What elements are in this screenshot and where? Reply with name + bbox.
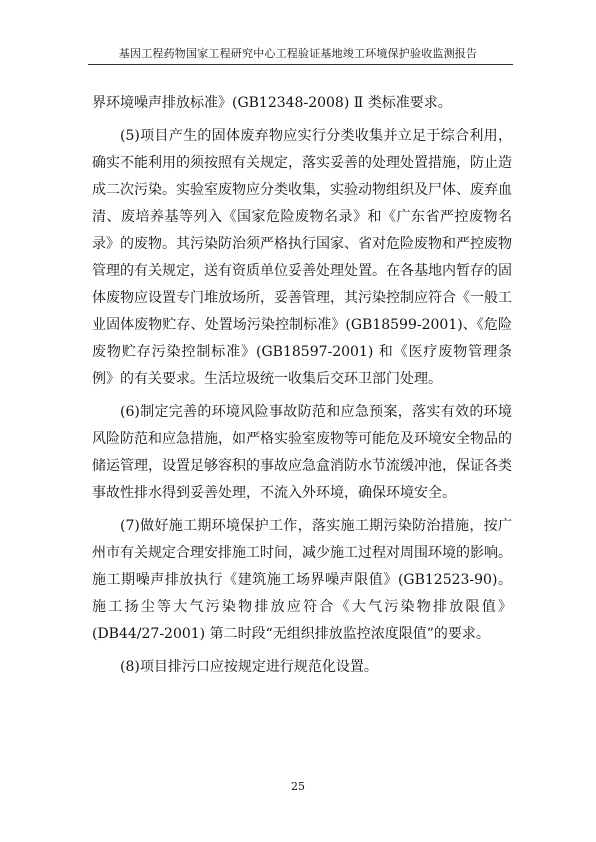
paragraph-continuation: 界环境噪声排放标准》(GB12348-2008) Ⅱ 类标准要求。 (92, 95, 452, 111)
paragraph-solid-waste: (5)项目产生的固体废弃物应实行分类收集并立足于综合利用，确实不能利用的须按照有关规定，落实妥善的处理处置措施，防止造成二次污染。实验室废物应分类收集，实验动物组织及尸体、废弃血清、废培养基等列入《国家危险废物名录》和《广东省严控废物名录》的废物。其污染防治须严格执行国家、省对危险废物和严控废物管理的有关规定，送有资质单位妥善处理处置。在各基地内暂存的固体废物应设置专门堆放场所，妥善管理，其污染控制应符合《一般工业固体废物贮存、处置场污染控制标准》(GB18599-2001)、《危险废物贮存污染控制标准》(GB18597-2001) 和《医疗废物管理条例》的有关要求。生活垃圾统一收集后交环卫部门处理。 (92, 128, 512, 387)
document-body (92, 90, 512, 687)
paragraph-construction-period: (7)做好施工期环境保护工作，落实施工期污染防治措施，按广州市有关规定合理安排施工时间，减少施工过程对周围环境的影响。施工期噪声排放执行《建筑施工场界噪声限值》(GB12523-90)。施工扬尘等大气污染物排放应符合《大气污染物排放限值》(DB44/27-2001) 第二时段“无组织排放监控浓度限值”的要求。 (92, 518, 512, 642)
header-divider (88, 64, 513, 65)
paragraph-outfall: (8)项目排污口应按规定进行规范化设置。 (120, 659, 378, 675)
page-number: 25 (291, 780, 305, 793)
page-header: 基因工程药物国家工程研究中心工程验证基地竣工环境保护验收监测报告 (118, 47, 478, 60)
paragraph-risk-prevention: (6)制定完善的环境风险事故防范和应急预案，落实有效的环境风险防范和应急措施，如严格实验室废物等可能危及环境安全物品的储运管理，设置足够容积的事故应急盒消防水节流缓冲池，保证各类事故性排水得到妥善处理，不流入外环境，确保环境安全。 (92, 404, 512, 501)
